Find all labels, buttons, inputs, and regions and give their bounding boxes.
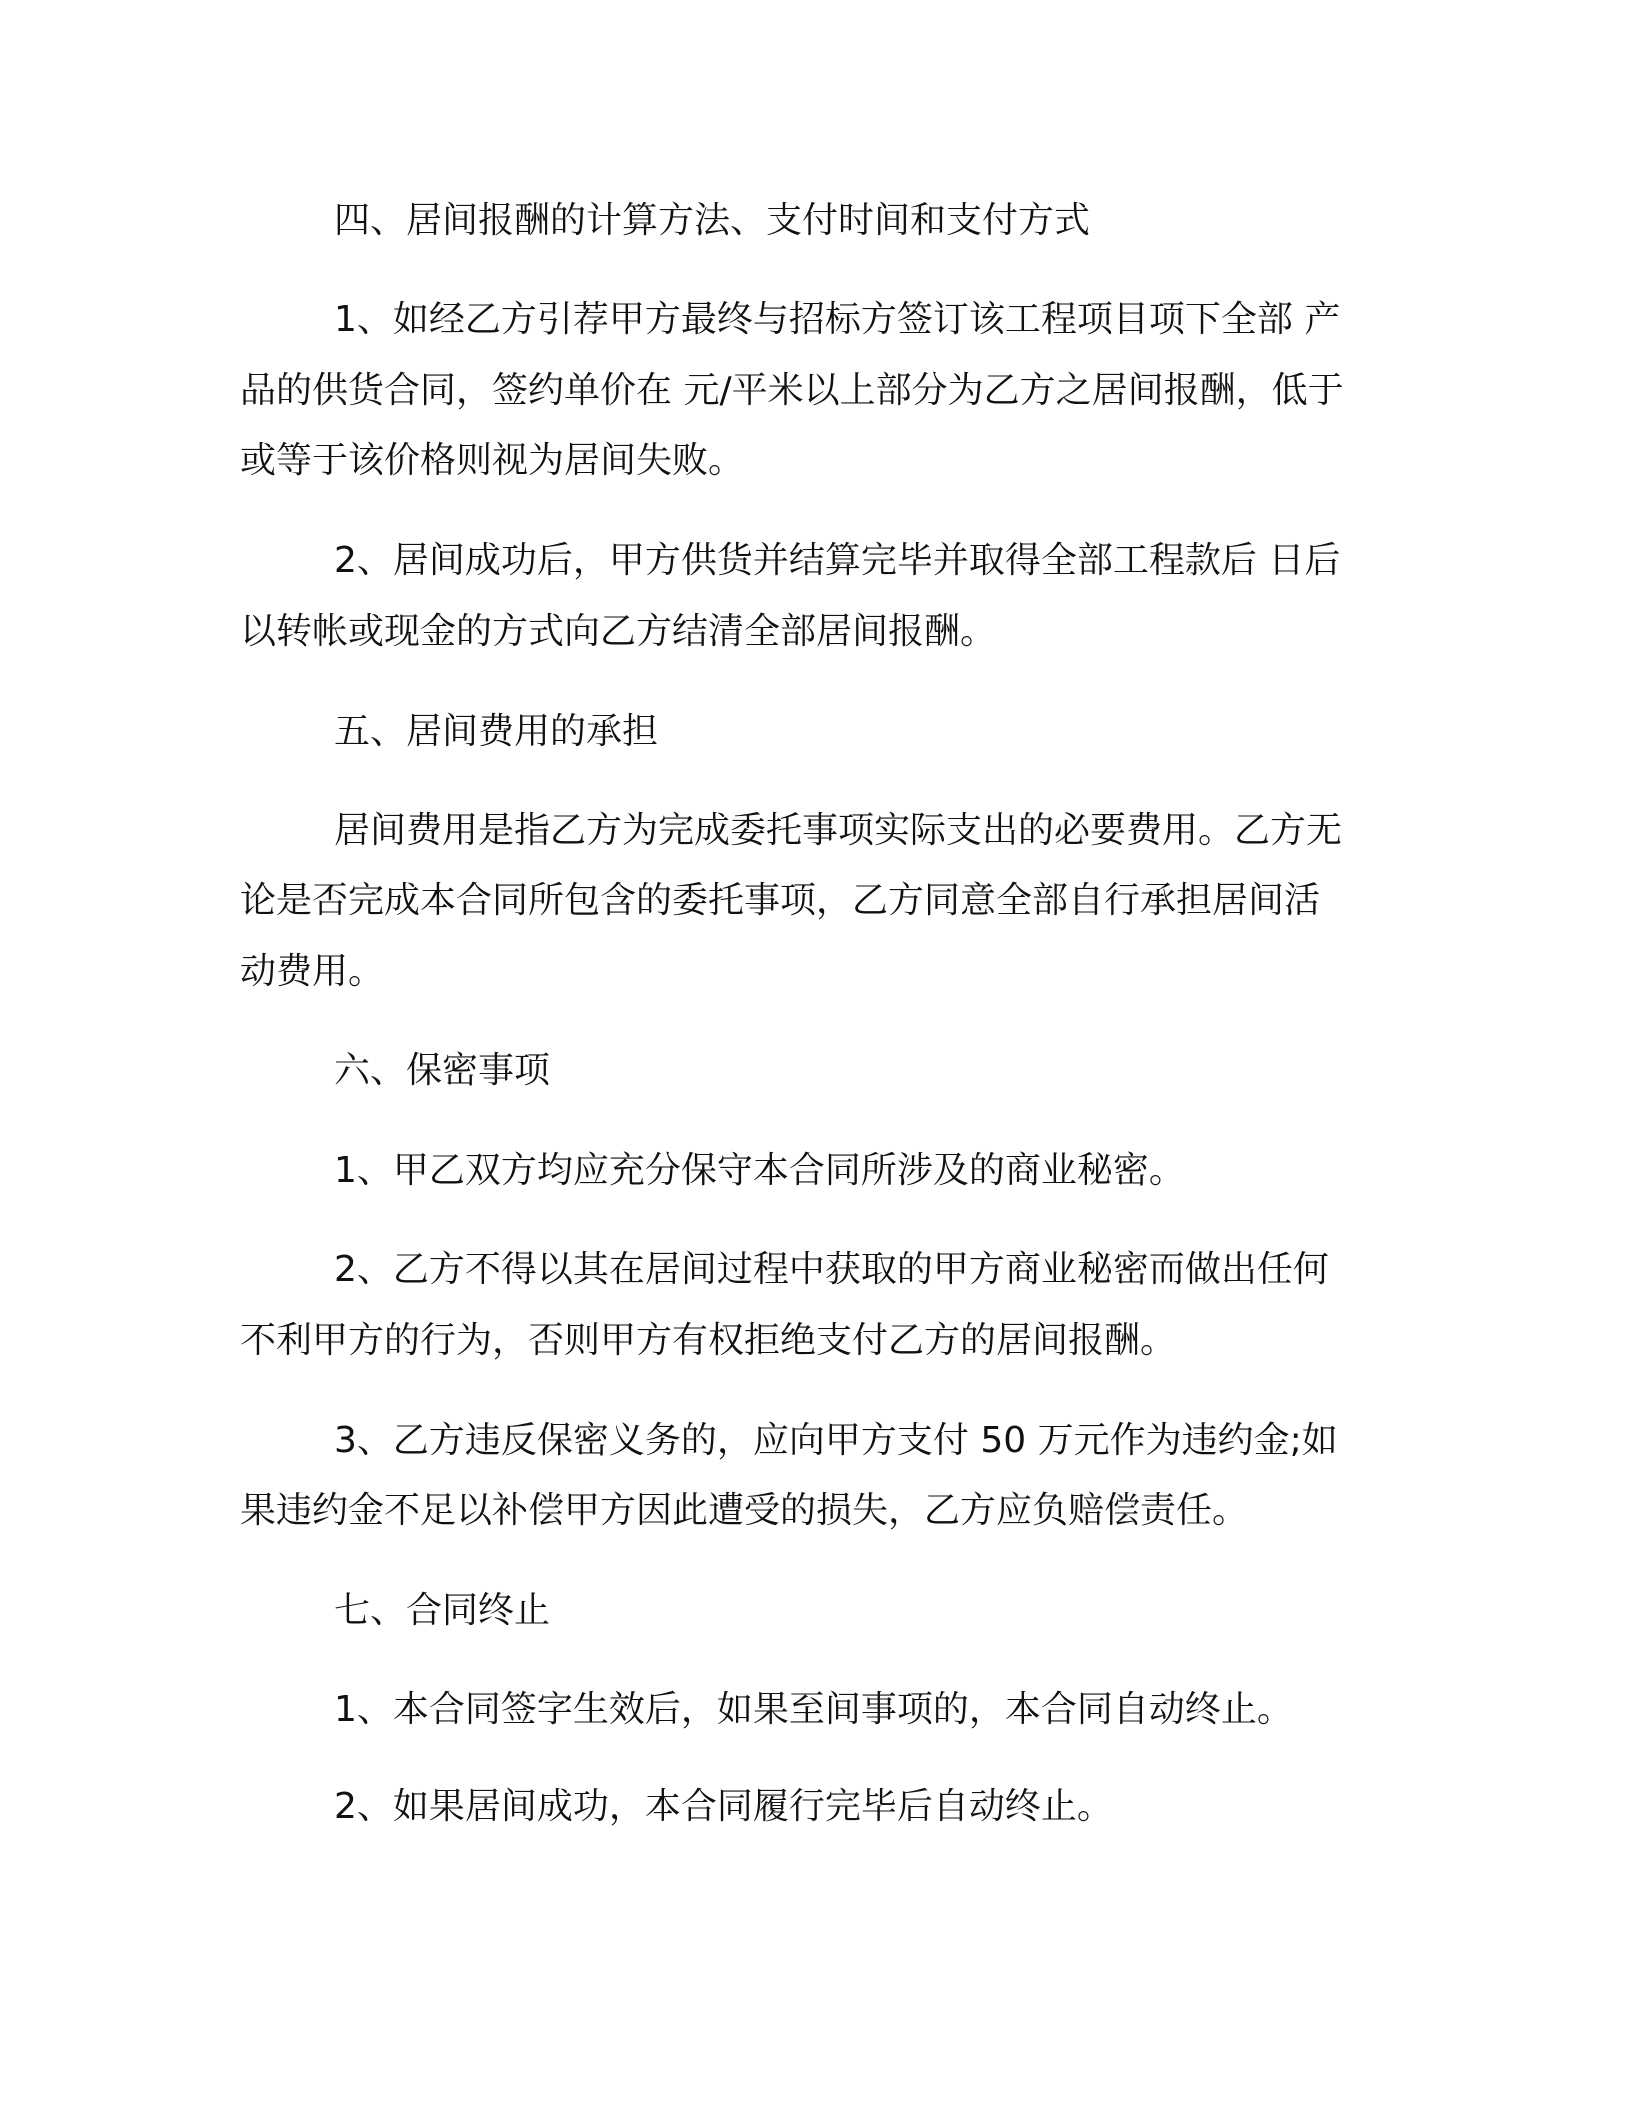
section-4-item-1-line-2: 品的供货合同，签约单价在 元/平米以上部分为乙方之居间报酬，低于 xyxy=(240,370,1344,411)
section-6-item-1: 1、甲乙双方均应充分保守本合同所涉及的商业秘密。 xyxy=(334,1150,1185,1191)
section-4-item-2-line-2: 以转帐或现金的方式向乙方结清全部居间报酬。 xyxy=(240,611,997,652)
section-4-heading: 四、居间报酬的计算方法、支付时间和支付方式 xyxy=(334,200,1091,241)
section-4-item-1-line-3: 或等于该价格则视为居间失败。 xyxy=(240,440,745,481)
section-6-item-3-line-1: 3、乙方违反保密义务的，应向甲方支付 50 万元作为违约金;如 xyxy=(334,1420,1338,1461)
section-5-heading: 五、居间费用的承担 xyxy=(334,711,659,752)
section-7-heading: 七、合同终止 xyxy=(334,1590,551,1631)
section-7-item-2: 2、如果居间成功，本合同履行完毕后自动终止。 xyxy=(334,1786,1113,1827)
section-5-paragraph-line-2: 论是否完成本合同所包含的委托事项，乙方同意全部自行承担居间活 xyxy=(240,880,1321,921)
section-5-paragraph-line-3: 动费用。 xyxy=(240,951,385,992)
section-5-paragraph-line-1: 居间费用是指乙方为完成委托事项实际支出的必要费用。乙方无 xyxy=(334,810,1343,851)
section-7-item-1: 1、本合同签字生效后，如果至间事项的，本合同自动终止。 xyxy=(334,1689,1293,1730)
section-4-item-1-line-1: 1、如经乙方引荐甲方最终与招标方签订该工程项目项下全部 产 xyxy=(334,299,1341,340)
section-6-heading: 六、保密事项 xyxy=(334,1050,551,1091)
section-6-item-2-line-1: 2、乙方不得以其在居间过程中获取的甲方商业秘密而做出任何 xyxy=(334,1249,1329,1290)
section-6-item-3-line-2: 果违约金不足以补偿甲方因此遭受的损失，乙方应负赔偿责任。 xyxy=(240,1490,1249,1531)
section-6-item-2-line-2: 不利甲方的行为，否则甲方有权拒绝支付乙方的居间报酬。 xyxy=(240,1320,1177,1361)
section-4-item-2-line-1: 2、居间成功后，甲方供货并结算完毕并取得全部工程款后 日后 xyxy=(334,540,1341,581)
